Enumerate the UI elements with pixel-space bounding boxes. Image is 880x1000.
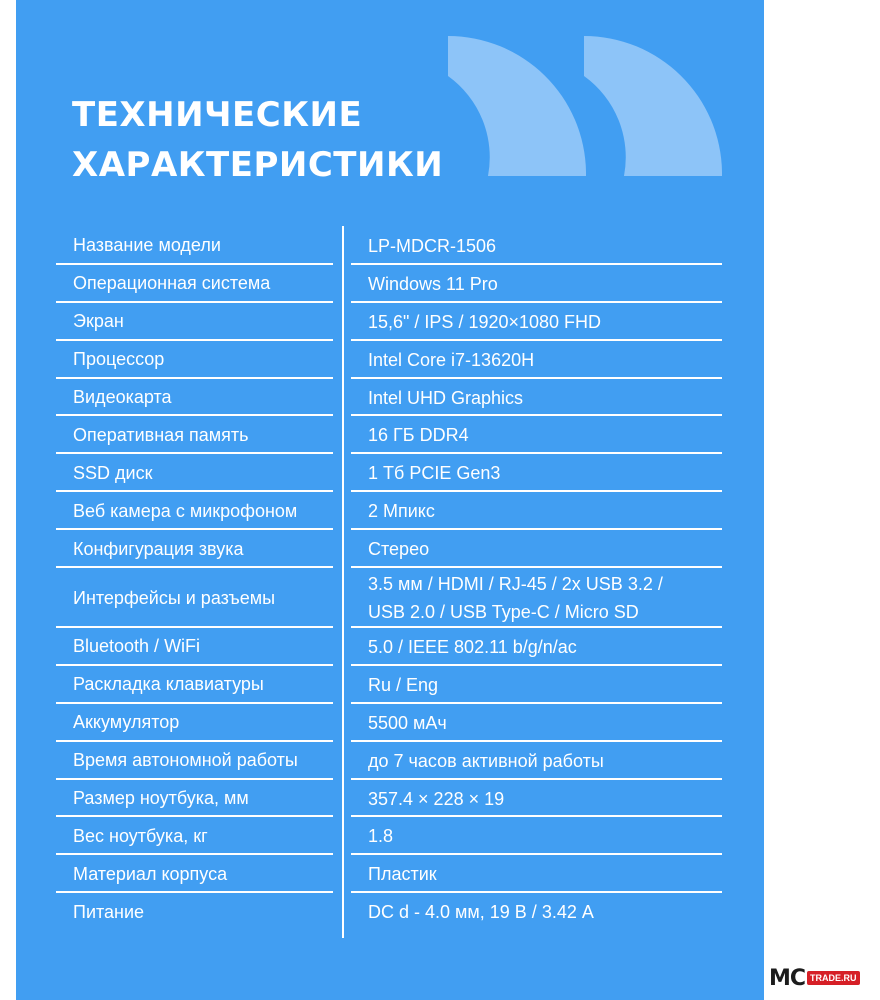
spec-name: Интерфейсы и разъемы (73, 587, 276, 608)
spec-row (56, 492, 722, 530)
spec-value: до 7 часов активной работы (368, 750, 604, 771)
spec-name: Операционная система (73, 273, 271, 294)
spec-row (56, 530, 722, 568)
title-line-2: ХАРАКТЕРИСТИКИ (72, 145, 444, 185)
spec-name: Время автономной работы (73, 750, 298, 771)
spec-value: 1 Тб PCIE Gen3 (368, 463, 501, 484)
spec-row (56, 265, 722, 303)
spec-value: 1.8 (368, 826, 394, 847)
quote-marks-icon (448, 36, 724, 176)
spec-name: Раскладка клавиатуры (73, 674, 264, 695)
spec-name: Питание (73, 901, 145, 922)
spec-name: Bluetooth / WiFi (73, 636, 201, 657)
spec-row (56, 666, 722, 704)
spec-value: Стерео (368, 539, 430, 560)
spec-row (56, 855, 722, 893)
spec-row (56, 742, 722, 780)
spec-value: 3.5 мм / HDMI / RJ-45 / 2x USB 3.2 / USB 2.0 / USB Type-C / Micro SD (368, 574, 663, 623)
spec-value: Пластик (368, 864, 437, 885)
spec-value: 5.0 / IEEE 802.11 b/g/n/ac (368, 636, 577, 657)
spec-row (56, 454, 722, 492)
spec-row (56, 227, 722, 265)
title-line-1: ТЕХНИЧЕСКИЕ (72, 95, 363, 135)
spec-name: Название модели (73, 235, 221, 256)
spec-name: Оперативная память (73, 424, 249, 445)
spec-row (56, 780, 722, 818)
spec-value: 5500 мАч (368, 712, 447, 733)
spec-value: Intel UHD Graphics (368, 387, 524, 408)
spec-name: SSD диск (73, 462, 153, 483)
spec-value: 16 ГБ DDR4 (368, 425, 469, 446)
spec-name: Конфигурация звука (73, 538, 244, 559)
spec-value: Intel Core i7-13620H (368, 349, 535, 370)
mctrade-logo (769, 964, 879, 992)
logo-mark: MC (769, 965, 806, 991)
spec-value: 2 Мпикс (368, 501, 435, 522)
spec-name: Видеокарта (73, 387, 172, 407)
spec-value: DC d - 4.0 мм, 19 В / 3.42 А (368, 902, 594, 923)
spec-name: Аккумулятор (73, 712, 180, 733)
spec-name: Веб камера с микрофоном (73, 500, 298, 521)
spec-table (56, 227, 722, 931)
spec-value: 357.4 × 228 × 19 (368, 788, 505, 809)
spec-row (56, 379, 722, 417)
spec-row (56, 704, 722, 742)
spec-row (56, 568, 722, 628)
spec-name: Экран (73, 311, 124, 332)
spec-row (56, 416, 722, 454)
spec-name: Размер ноутбука, мм (73, 788, 249, 809)
spec-row (56, 817, 722, 855)
spec-value: 15,6" / IPS / 1920×1080 FHD (368, 311, 602, 332)
logo-badge: TRADE.RU (807, 971, 860, 985)
spec-value: Windows 11 Pro (368, 273, 498, 294)
spec-row (56, 893, 722, 931)
spec-row (56, 628, 722, 666)
page-title (72, 90, 443, 190)
spec-name: Вес ноутбука, кг (73, 825, 208, 846)
spec-row (56, 303, 722, 341)
spec-value: Ru / Eng (368, 674, 439, 695)
spec-value: LP-MDCR-1506 (368, 235, 497, 256)
spec-name: Материал корпуса (73, 863, 228, 884)
spec-name: Процессор (73, 349, 165, 370)
spec-row (56, 341, 722, 379)
